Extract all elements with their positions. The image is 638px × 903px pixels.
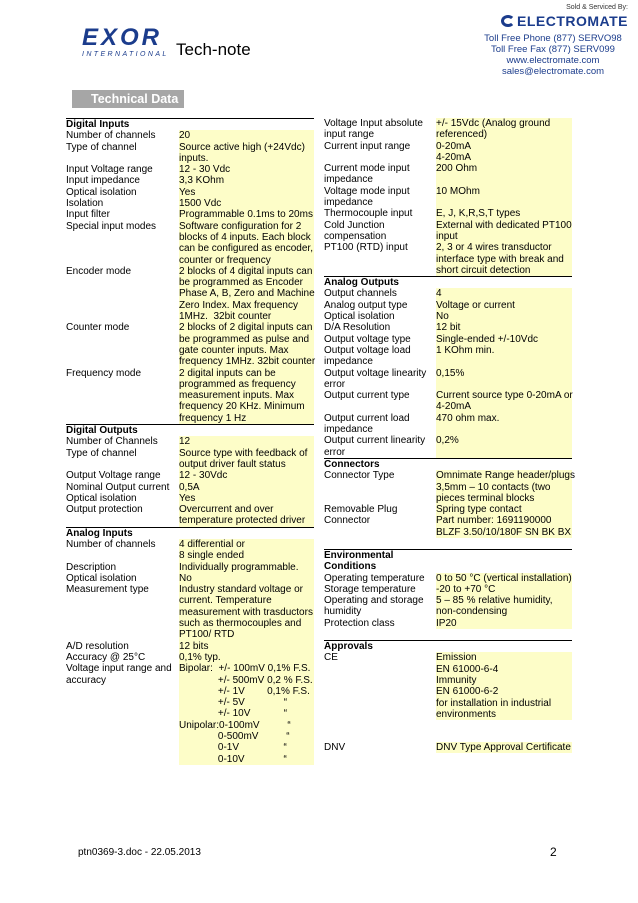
spec-label: Analog output type	[324, 299, 408, 311]
spec-row	[66, 209, 314, 220]
spec-value	[179, 539, 314, 562]
spec-value-line: 0-20mA	[436, 140, 472, 152]
spec-value-line: 10 MOhm	[436, 185, 480, 197]
spec-section-heading	[324, 549, 572, 573]
spec-label: Output Voltage range	[66, 470, 161, 482]
spec-row	[324, 208, 572, 219]
spec-label: PT100 (RTD) input	[324, 242, 408, 254]
spec-row	[66, 562, 314, 573]
spec-value-line: for installation in industrial	[436, 697, 552, 709]
spec-row	[324, 368, 572, 391]
spec-value-line: Bipolar: +/- 100mV 0,1% F.S.	[179, 663, 311, 675]
spec-value-line: 12 - 30Vdc	[179, 470, 228, 482]
spec-row	[324, 141, 572, 164]
spec-label: Input filter	[66, 209, 110, 221]
spec-section-heading	[324, 458, 572, 470]
spec-row	[66, 198, 314, 209]
spec-label: A/D resolution	[66, 640, 129, 652]
spec-value-line: 1500 Vdc	[179, 198, 222, 210]
spec-value-line: frequency 1 Hz	[179, 412, 247, 424]
spec-value-line: No	[436, 311, 449, 323]
spec-value	[436, 368, 572, 391]
spec-value	[179, 368, 314, 424]
spec-row	[66, 130, 314, 141]
spec-row	[324, 618, 572, 629]
spec-value	[179, 221, 314, 266]
spec-row	[324, 470, 575, 504]
spec-label: CE	[324, 652, 338, 664]
spec-label: Isolation	[66, 198, 104, 210]
spec-section-heading	[324, 276, 572, 288]
spec-row	[324, 220, 572, 243]
doc-type-title: Tech-note	[176, 40, 251, 59]
spec-label: Special input modes	[66, 220, 157, 232]
spec-label: Voltage Input absolute input range	[324, 118, 423, 141]
spec-value-line: pieces terminal blocks	[436, 492, 535, 504]
spec-value	[179, 493, 314, 504]
spec-label: Counter mode	[66, 322, 130, 334]
spec-value-line: short circuit detection	[436, 264, 531, 276]
spec-value-line: +/- 15Vdc (Analog ground	[436, 118, 551, 129]
spec-value	[179, 482, 314, 493]
spec-row	[324, 345, 572, 368]
spec-label: Current mode input impedance	[324, 163, 410, 186]
spec-value-line: output driver fault status	[179, 458, 286, 470]
spec-value	[436, 470, 575, 504]
spec-label: Cold Junction compensation	[324, 219, 387, 242]
spec-value-line: non-condensing	[436, 606, 508, 618]
spec-value	[179, 652, 314, 663]
spec-label: Measurement type	[66, 584, 149, 596]
spec-value	[436, 208, 572, 219]
spec-value-line: 12 - 30 Vdc	[179, 164, 231, 176]
spec-value-line: +/- 10V “	[179, 708, 288, 720]
spec-value	[436, 163, 572, 186]
spec-label: Output voltage linearity error	[324, 367, 427, 390]
spec-row	[324, 390, 572, 413]
spec-row	[324, 584, 572, 595]
spec-value	[179, 209, 314, 220]
spec-label: Description	[66, 561, 117, 573]
spec-value	[436, 186, 572, 209]
spec-label: Input Voltage range	[66, 164, 153, 176]
spec-value-line: frequency 1MHz. 32bit counter	[179, 356, 316, 368]
spec-value-line: +/- 5V “	[179, 697, 288, 709]
spec-value	[436, 141, 572, 164]
spec-value-line: 4	[436, 288, 442, 300]
spec-row	[66, 584, 314, 640]
email-link[interactable]: sales@electromate.com	[501, 66, 605, 77]
spec-value	[179, 436, 314, 447]
spec-label: Input impedance	[66, 175, 140, 187]
spec-value-line: 0 to 50 °C (vertical installation)	[436, 572, 572, 584]
spec-label: Type of channel	[66, 141, 137, 153]
spec-value-line: Single-ended +/-10Vdc	[436, 333, 539, 345]
spec-label: Output channels	[324, 288, 397, 300]
spec-label: Optical isolation	[66, 572, 137, 584]
spec-row	[66, 142, 314, 165]
spec-label: Number of channels	[66, 130, 156, 142]
spec-label: Type of channel	[66, 447, 137, 459]
spec-value-line: Unipolar:0-100mV “	[179, 719, 291, 731]
section-heading-label: Analog Outputs	[324, 277, 399, 289]
row-spacer	[324, 731, 572, 742]
spec-value-line: 2, 3 or 4 wires transductor	[436, 242, 552, 254]
spec-value	[436, 322, 572, 333]
spec-value	[179, 641, 314, 652]
spec-row	[324, 595, 572, 618]
spec-row	[66, 652, 314, 663]
row-spacer	[324, 629, 572, 640]
spec-section-heading	[66, 424, 314, 436]
spec-value	[179, 130, 314, 141]
spec-value-line: 0-10V “	[179, 753, 287, 765]
spec-section-heading	[66, 527, 314, 539]
spec-row	[324, 118, 572, 141]
spec-value-line: 1MHz. 32bit counter	[179, 311, 272, 323]
distributor-contact	[478, 33, 628, 77]
spec-value	[436, 504, 572, 538]
spec-value-line: Emission	[436, 652, 477, 664]
spec-value	[179, 322, 314, 367]
spec-value-line: Yes	[179, 492, 196, 504]
spec-row	[324, 573, 572, 584]
spec-label: Connector Type	[324, 470, 395, 482]
spec-label: Protection class	[324, 617, 395, 629]
section-heading-label: Digital Outputs	[66, 425, 138, 437]
spec-label: Encoder mode	[66, 265, 132, 277]
spec-value	[436, 118, 572, 141]
spec-value-line: EN 61000-6-4	[436, 663, 499, 675]
spec-row	[66, 539, 314, 562]
spec-value-line: 0,2%	[436, 435, 459, 447]
spec-value-line: counter or frequency	[179, 254, 271, 266]
spec-row	[324, 242, 572, 276]
spec-row	[66, 504, 314, 527]
spec-value-line: Yes	[179, 186, 196, 198]
row-spacer	[324, 538, 572, 549]
spec-value-line: 0,1% typ.	[179, 651, 221, 663]
spec-row	[66, 493, 314, 504]
spec-value-line: E, J, K,R,S,T types	[436, 208, 521, 220]
spec-value-line: 200 Ohm	[436, 163, 478, 175]
phone-text: Toll Free Phone (877) SERVO98	[484, 33, 622, 44]
spec-value-line: 470 ohm max.	[436, 412, 500, 424]
spec-value-line: inputs.	[179, 152, 209, 164]
spec-label: Current input range	[324, 140, 411, 152]
spec-row	[324, 742, 572, 753]
spec-section-heading	[324, 640, 572, 652]
spec-value-line: Industry standard voltage or	[179, 584, 303, 596]
spec-value-line: Part number: 1691190000	[436, 515, 552, 527]
spec-value-line: Immunity	[436, 674, 477, 686]
spec-row	[324, 504, 572, 538]
spec-value	[436, 584, 572, 595]
spec-value-line: Voltage or current	[436, 299, 515, 311]
spec-value-line: 4-20mA	[436, 151, 472, 163]
spec-value-line: +/- 1V 0,1% F.S.	[179, 685, 310, 697]
section-heading-label: Analog Inputs	[66, 527, 133, 539]
spec-value	[179, 562, 314, 573]
spec-value-line: 2 digital inputs can be	[179, 367, 276, 379]
spec-row	[66, 573, 314, 584]
spec-value-line: No	[179, 572, 192, 584]
spec-row	[324, 311, 572, 322]
spec-value	[436, 242, 572, 276]
spec-label: Number of Channels	[66, 436, 158, 448]
footer-doc-ref: ptn0369-3.doc - 22.05.2013	[78, 847, 201, 858]
spec-value	[179, 573, 314, 584]
spec-value-line: External with dedicated PT100	[436, 219, 572, 231]
spec-value	[179, 198, 314, 209]
spec-value-line: input	[436, 230, 458, 242]
spec-value	[179, 187, 314, 198]
fax-text: Toll Free Fax (877) SERV099	[491, 44, 615, 55]
spec-value-line: 12 bit	[436, 322, 461, 334]
spec-label: Optical isolation	[66, 492, 137, 504]
spec-value-line: 1 KOhm min.	[436, 344, 495, 356]
spec-value	[436, 618, 572, 629]
distributor-block	[478, 4, 628, 77]
spec-value-line: Overcurrent and over	[179, 504, 274, 516]
spec-label: DNV	[324, 742, 346, 754]
spec-row	[324, 435, 572, 458]
spec-value-line: 4-20mA	[436, 401, 472, 413]
spec-value-line: frequency 20 KHz. Minimum	[179, 401, 305, 413]
spec-section-heading	[66, 118, 314, 130]
spec-value	[436, 288, 572, 299]
spec-value-line: environments	[436, 708, 497, 720]
spec-value-line: measurement with trasductors	[179, 606, 313, 618]
spec-label: Operating temperature	[324, 572, 425, 584]
spec-value-line: temperature protected driver	[179, 515, 306, 527]
spec-value-line: be programmed as pulse and	[179, 333, 310, 345]
spec-row	[66, 470, 314, 481]
spec-label: Removable Plug Connector	[324, 504, 398, 527]
spec-value-line: PT100/ RTD	[179, 629, 235, 641]
section-heading-label: Connectors	[324, 458, 380, 470]
spec-row	[324, 186, 572, 209]
spec-value-line: such as thermocouples and	[179, 618, 302, 630]
spec-value	[179, 663, 314, 765]
spec-value	[436, 413, 572, 436]
spec-value-line: 0-500mV “	[179, 731, 290, 743]
section-title: Technical Data	[91, 92, 179, 106]
spec-value	[179, 504, 314, 527]
spec-label: Accuracy @ 25°C	[66, 651, 146, 663]
section-heading-label: Approvals	[324, 641, 373, 653]
spec-value-line: IP20	[436, 617, 457, 629]
spec-value	[436, 435, 572, 458]
spec-row	[66, 187, 314, 198]
spec-value-line: -20 to +70 °C	[436, 583, 496, 595]
section-heading-label: Digital Inputs	[66, 119, 130, 130]
spec-label: Output voltage load impedance	[324, 344, 411, 368]
web-link[interactable]: www.electromate.com	[506, 55, 600, 66]
spec-row	[324, 300, 572, 311]
spec-column-right	[324, 118, 575, 754]
spec-label: Output current load impedance	[324, 412, 410, 436]
spec-value-line: Source active high (+24Vdc)	[179, 141, 305, 153]
spec-value-line: current. Temperature	[179, 595, 272, 607]
spec-value-line: Software configuration for 2	[179, 220, 302, 232]
spec-value-line: Individually programmable.	[179, 561, 299, 573]
spec-value-line: gate counter inputs. Max	[179, 344, 289, 356]
spec-row	[66, 322, 314, 367]
electromate-swirl-icon	[501, 15, 515, 27]
spec-value-line: 0,15%	[436, 367, 465, 379]
spec-value-line: 3,5mm – 10 contacts (two	[436, 481, 551, 493]
spec-value	[436, 742, 572, 753]
distributor-logo: ELECTROMATE	[478, 13, 628, 29]
spec-row	[324, 163, 572, 186]
sold-by-label: Sold & Serviced By:	[566, 4, 628, 11]
spec-value-line: Spring type contact	[436, 504, 522, 516]
spec-label: Storage temperature	[324, 583, 416, 595]
spec-value-line: EN 61000-6-2	[436, 686, 499, 698]
spec-value	[436, 334, 572, 345]
spec-row	[66, 436, 314, 447]
spec-label: Number of channels	[66, 538, 156, 550]
spec-label: Operating and storage humidity	[324, 595, 424, 618]
spec-label: D/A Resolution	[324, 322, 391, 334]
spec-label: Output voltage type	[324, 333, 411, 345]
spec-row	[324, 322, 572, 333]
spec-row	[66, 482, 314, 493]
exor-logo: EXOR INTERNATIONAL	[82, 24, 169, 58]
spec-value	[436, 573, 572, 584]
spec-value-line: 4 differential or	[179, 538, 245, 550]
spec-value-line: Programmable 0.1ms to 20ms	[179, 209, 313, 221]
spec-value-line: blocks of 4 inputs. Each block	[179, 231, 311, 243]
spec-row	[66, 175, 314, 186]
spec-value-line: 20	[179, 130, 191, 142]
spec-column-left	[66, 118, 314, 765]
spec-value	[179, 175, 314, 186]
spec-value-line: 5 – 85 % relative humidity,	[436, 595, 553, 607]
spec-value	[436, 345, 572, 368]
spec-value-line: BLZF 3.50/10/180F SN BK BX	[436, 526, 572, 538]
spec-value-line: Omnimate Range header/plugs	[436, 470, 575, 482]
spec-value-line: 0,5A	[179, 481, 200, 493]
spec-label: Frequency mode	[66, 367, 142, 379]
page-header	[0, 0, 638, 90]
spec-row	[66, 663, 314, 765]
spec-value	[436, 390, 572, 413]
spec-label: Thermocouple input	[324, 208, 413, 220]
spec-label: Optical isolation	[66, 186, 137, 198]
spec-value-line: 2 blocks of 2 digital inputs can	[179, 322, 313, 334]
spec-value-line: Phase A, B, Zero and Machine	[179, 288, 315, 300]
spec-row	[66, 368, 314, 424]
spec-label: Optical isolation	[324, 311, 395, 323]
spec-value	[436, 300, 572, 311]
spec-value	[179, 448, 314, 471]
spec-value	[436, 595, 572, 618]
spec-value-line: measurement inputs. Max	[179, 390, 295, 402]
spec-value-line: 8 single ended	[179, 550, 245, 562]
spec-value	[179, 164, 314, 175]
spec-value-line: 12	[179, 436, 191, 448]
spec-value-line: DNV Type Approval Certificate	[436, 742, 571, 754]
spec-label: Output current type	[324, 390, 410, 402]
spec-label: Nominal Output current	[66, 481, 170, 493]
spec-row	[324, 288, 572, 299]
spec-row	[66, 164, 314, 175]
spec-label: Voltage mode input impedance	[324, 185, 410, 209]
spec-value	[179, 266, 314, 322]
spec-value-line: programmed as frequency	[179, 378, 296, 390]
row-spacer	[324, 720, 572, 731]
spec-value-line: Current source type 0-20mA or	[436, 390, 573, 402]
spec-value-line: Source type with feedback of	[179, 447, 308, 459]
spec-value	[179, 142, 314, 165]
spec-row	[66, 221, 314, 266]
spec-label: Output current linearity error	[324, 435, 426, 458]
spec-value-line: 12 bits	[179, 640, 209, 652]
spec-value	[436, 652, 572, 720]
spec-value-line: 2 blocks of 4 digital inputs can	[179, 265, 313, 277]
spec-value-line: 3,3 KOhm	[179, 175, 225, 187]
spec-row	[324, 413, 572, 436]
spec-label: Output protection	[66, 504, 143, 516]
spec-value-line: can be configured as encoder,	[179, 243, 313, 255]
spec-row	[66, 266, 314, 322]
spec-value	[436, 220, 572, 243]
spec-row	[66, 641, 314, 652]
spec-value	[179, 584, 314, 640]
section-heading-label: Environmental Conditions	[324, 549, 394, 573]
spec-row	[324, 652, 572, 720]
spec-value-line: interface type with break and	[436, 253, 564, 265]
spec-value-line: 0-1V “	[179, 742, 287, 754]
spec-value	[179, 470, 314, 481]
spec-row	[324, 334, 572, 345]
spec-value-line: Zero Index. Max frequency	[179, 299, 298, 311]
spec-value-line: referenced)	[436, 129, 488, 141]
spec-value-line: be programmed as Encoder	[179, 277, 303, 289]
spec-value	[436, 311, 572, 322]
footer-page-number: 2	[550, 845, 557, 859]
spec-row	[66, 448, 314, 471]
spec-value-line: +/- 500mV 0,2 % F.S.	[179, 674, 313, 686]
spec-label: Voltage input range and accuracy	[66, 663, 172, 686]
section-title-bar	[72, 90, 184, 108]
